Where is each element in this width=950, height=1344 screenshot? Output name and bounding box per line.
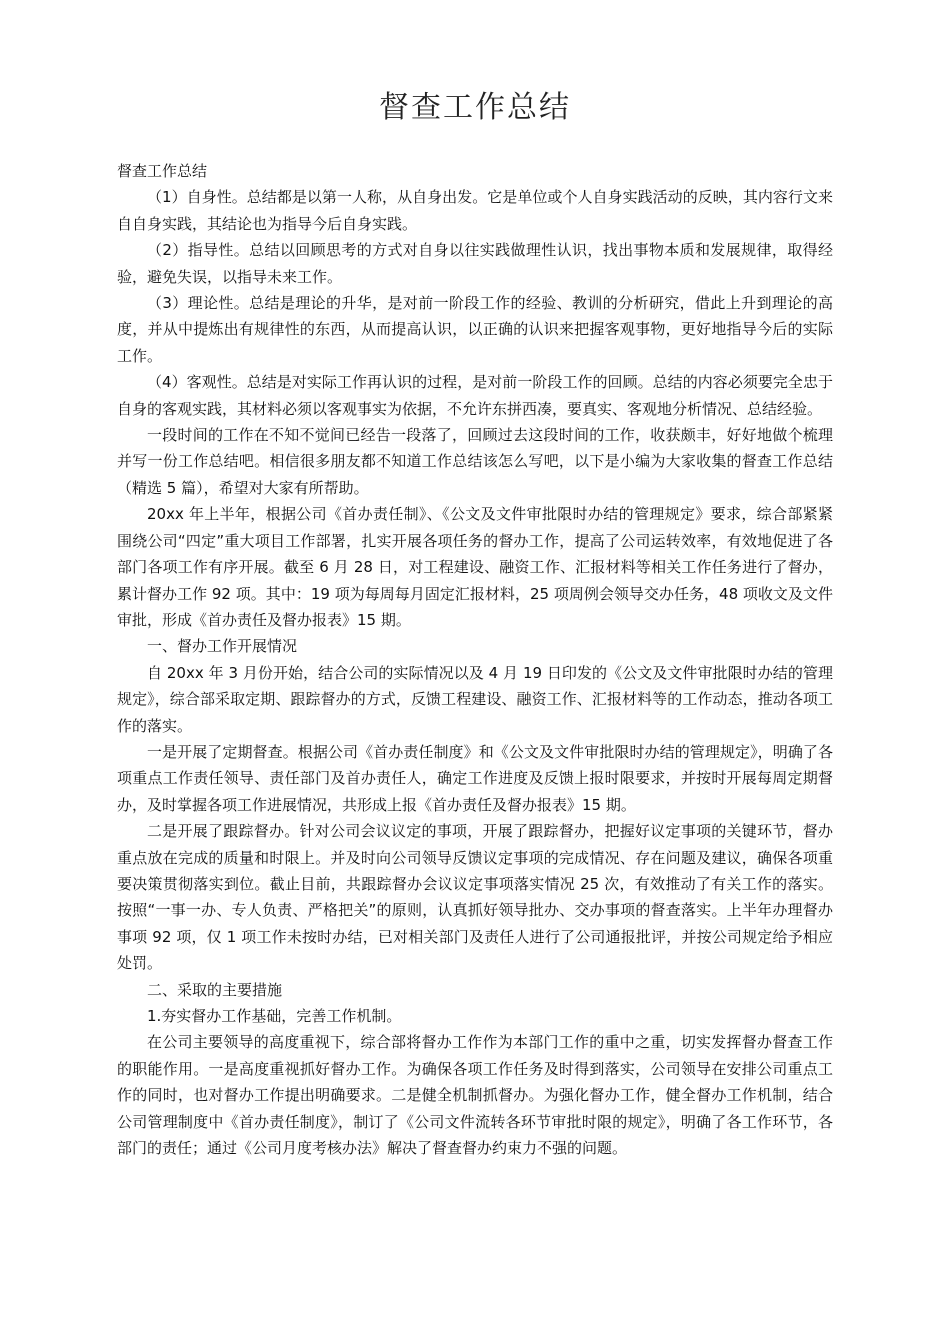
document-title: 督查工作总结 bbox=[379, 90, 571, 125]
document-body bbox=[117, 158, 833, 1161]
paragraph-objective-nature: （4）客观性。总结是对实际工作再认识的过程，是对前一阶段工作的回顾。总结的内容必须要完全忠于自身的客观实践，其材料必须以客观事实为依据，不允许东拼西凑，要真实、客观地分析情况、总结经验。 bbox=[117, 373, 833, 418]
paragraph-half-year-summary: 20xx 年上半年，根据公司《首办责任制》、《公文及文件审批限时办结的管理规定》要求，综合部紧紧围绕公司“四定”重大项目工作部署，扎实开展各项任务的督办工作，提高了公司运转效率，有效地促进了各部门各项工作有序开展。截至 6 月 28 日，对工程建设、融资工作、汇报材料等相关工作任务进行了督办，累计督办工作 92 项。其中：19 项为每周每月固定汇报材料，25 项周例会领导交办任务，48 项收文及文件审批，形成《首办责任及督办报表》15 期。 bbox=[117, 505, 834, 629]
paragraph-self-nature: （1）自身性。总结都是以第一人称，从自身出发。它是单位或个人自身实践活动的反映，其内容行文来自自身实践，其结论也为指导今后自身实践。 bbox=[117, 188, 833, 233]
paragraph-mechanism: 在公司主要领导的高度重视下，综合部将督办工作作为本部门工作的重中之重，切实发挥督办督查工作的职能作用。一是高度重视抓好督办工作。为确保各项工作任务及时得到落实，公司领导在安排公司重点工作的同时，也对督办工作提出明确要求。二是健全机制抓督办。为强化督办工作，健全督办工作机制，结合公司管理制度中《首办责任制度》，制订了《公司文件流转各环节审批时限的规定》，明确了各工作环节，各部门的责任；通过《公司月度考核办法》解决了督查督办约束力不强的问题。 bbox=[117, 1033, 833, 1158]
subsection-heading-1: 1.夯实督办工作基础，完善工作机制。 bbox=[147, 1007, 402, 1025]
section-heading-1: 一、督办工作开展情况 bbox=[147, 637, 298, 656]
document-subtitle: 督查工作总结 bbox=[117, 162, 208, 180]
paragraph-theory-nature: （3）理论性。总结是理论的升华，是对前一阶段工作的经验、教训的分析研究，借此上升到理论的高度，并从中提炼出有规律性的东西，从而提高认识，以正确的认识来把握客观事物，更好地指导今后的实际工作。 bbox=[117, 294, 833, 365]
section-heading-2: 二、采取的主要措施 bbox=[147, 980, 283, 999]
paragraph-tracking-supervision: 二是开展了跟踪督办。针对公司会议议定的事项，开展了跟踪督办，把握好议定事项的关键环节，督办重点放在完成的质量和时限上。并及时向公司领导反馈议定事项的完成情况、存在问题及建议，确保各项重要决策贯彻落实到位。截止目前，共跟踪督办会议议定事项落实情况 25 次，有效推动了有关工作的落实。按照“一事一办、专人负责、严格把关”的原则，认真抓好领导批办、交办事项的督查落实。上半年办理督办事项 92 项，仅 1 项工作未按时办结，已对相关部门及责任人进行了公司通报批评，并按公司规定给予相应处罚。 bbox=[117, 822, 834, 973]
paragraph-introduction: 一段时间的工作在不知不觉间已经告一段落了，回顾过去这段时间的工作，收获颇丰，好好地做个梳理并写一份工作总结吧。相信很多朋友都不知道工作总结该怎么写吧，以下是小编为大家收集的督查工作总结（精选 5 篇），希望对大家有所帮助。 bbox=[117, 426, 833, 497]
paragraph-regular-supervision: 一是开展了定期督查。根据公司《首办责任制度》和《公文及文件审批限时办结的管理规定》，明确了各项重点工作责任领导、责任部门及首办责任人，确定工作进度及反馈上报时限要求，并按时开展每周定期督办，及时掌握各项工作进展情况，共形成上报《首办责任及督办报表》15 期。 bbox=[117, 742, 833, 814]
paragraph-guidance-nature: （2）指导性。总结以回顾思考的方式对自身以往实践做理性认识，找出事物本质和发展规律，取得经验，避免失误，以指导未来工作。 bbox=[117, 241, 833, 286]
paragraph-work-status: 自 20xx 年 3 月份开始，结合公司的实际情况以及 4 月 19 日印发的《公文及文件审批限时办结的管理规定》，综合部采取定期、跟踪督办的方式，反馈工程建设、融资工作、汇报材料等的工作动态，推动各项工作的落实。 bbox=[117, 663, 833, 735]
